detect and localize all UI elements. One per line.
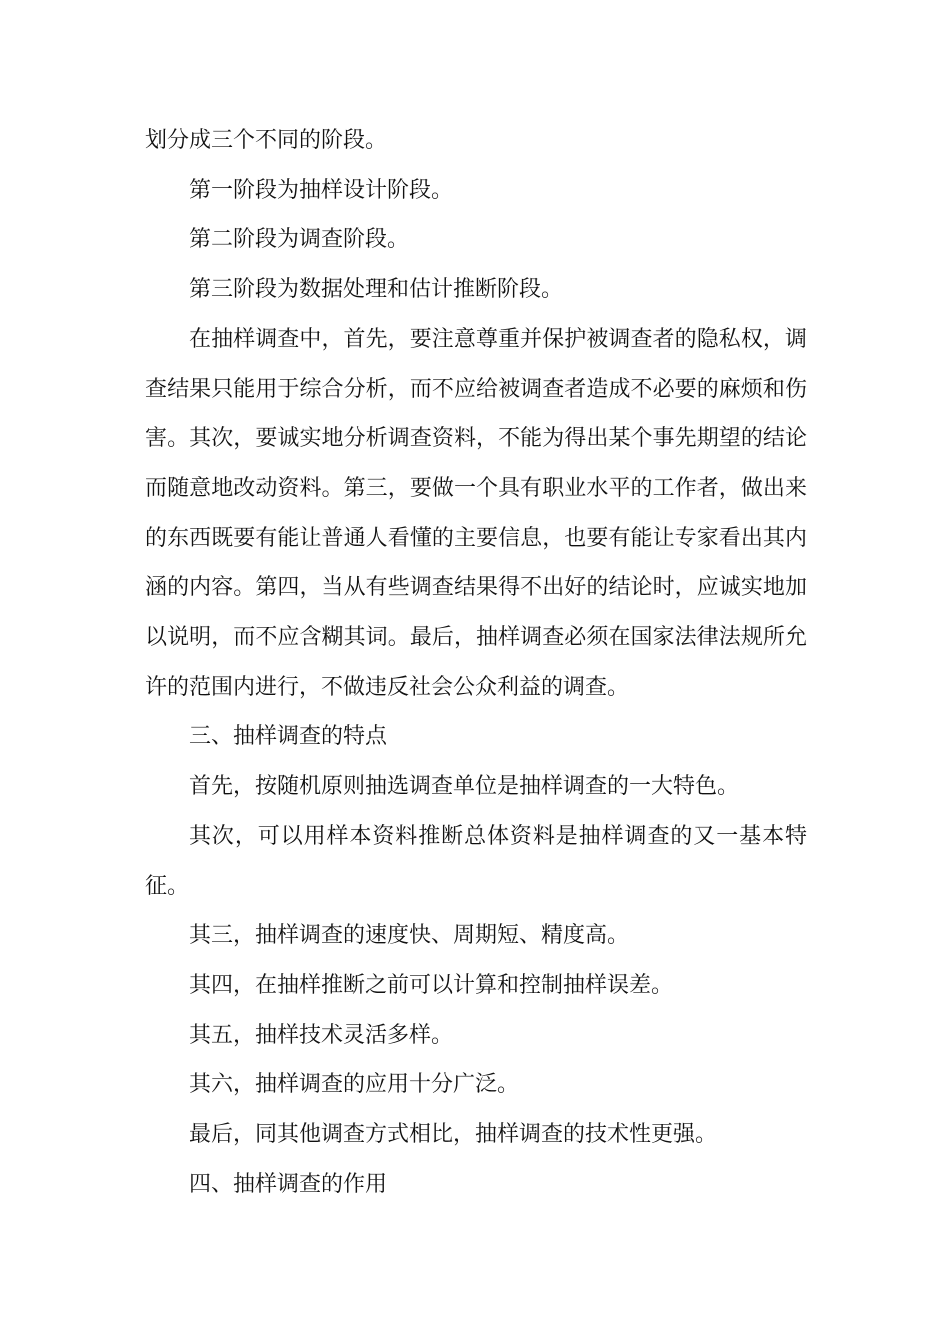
paragraph-continuation: 划分成三个不同的阶段。 [145, 128, 388, 153]
paragraph-stage-three: 第三阶段为数据处理和估计推断阶段。 [189, 277, 564, 303]
paragraph-feature-last: 最后，同其他调查方式相比，抽样调查的技术性更强。 [189, 1122, 718, 1148]
paragraph-feature-sixth: 其六，抽样调查的应用十分广泛。 [189, 1072, 520, 1098]
paragraph-feature-fifth: 其五，抽样技术灵活多样。 [189, 1022, 454, 1048]
paragraph-feature-second: 其次，可以用样本资料推断总体资料是抽样调查的又一基本特征。 [145, 823, 807, 899]
paragraph-feature-first: 首先，按随机原则抽选调查单位是抽样调查的一大特色。 [189, 774, 740, 800]
paragraph-stage-one: 第一阶段为抽样设计阶段。 [189, 177, 454, 203]
document-body [145, 116, 807, 1209]
paragraph-stage-two: 第二阶段为调查阶段。 [189, 227, 410, 253]
section-heading-features: 三、抽样调查的特点 [189, 724, 388, 750]
paragraph-feature-fourth: 其四，在抽样推断之前可以计算和控制抽样误差。 [189, 972, 674, 998]
paragraph-ethics: 在抽样调查中，首先，要注意尊重并保护被调查者的隐私权，调查结果只能用于综合分析，而不应给被调查者造成不必要的麻烦和伤害。其次，要诚实地分析调查资料，不能为得出某个事先期望的结论而随意地改动资料。第三，要做一个具有职业水平的工作者，做出来的东西既要有能让普通人看懂的主要信息，也要有能让专家看出其内涵的内容。第四，当从有些调查结果得不出好的结论时，应诚实地加以说明，而不应含糊其词。最后，抽样调查必须在国家法律法规所允许的范围内进行，不做违反社会公众利益的调查。 [145, 326, 807, 700]
section-heading-roles: 四、抽样调查的作用 [189, 1171, 388, 1197]
paragraph-feature-third: 其三，抽样调查的速度快、周期短、精度高。 [189, 923, 630, 949]
